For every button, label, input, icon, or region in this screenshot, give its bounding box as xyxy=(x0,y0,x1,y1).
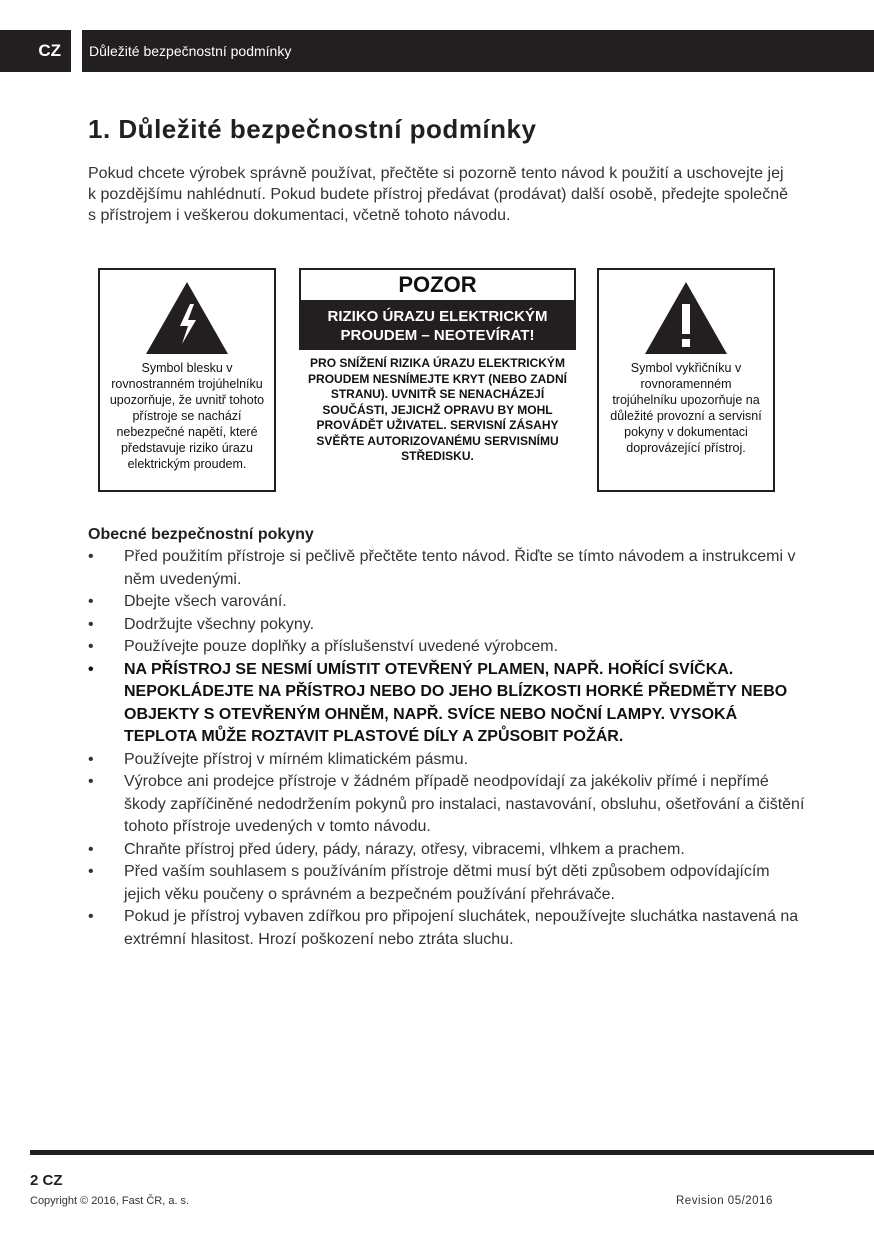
footer-divider xyxy=(30,1150,874,1155)
page-number: 2 CZ xyxy=(30,1172,63,1189)
list-item: • Dbejte všech varování. xyxy=(88,591,808,614)
section-heading: Obecné bezpečnostní pokyny xyxy=(88,526,314,543)
lightning-warning-box xyxy=(98,268,276,492)
list-item: • Chraňte přístroj před údery, pády, nárazy, otřesy, vibracemi, vlhkem a prachem. xyxy=(88,839,808,862)
list-item: • Používejte pouze doplňky a příslušenství uvedené výrobcem. xyxy=(88,636,808,659)
list-item: • Dodržujte všechny pokyny. xyxy=(88,614,808,637)
list-item: • Používejte přístroj v mírném klimatickém pásmu. xyxy=(88,749,808,772)
list-item: • Před použitím přístroje si pečlivě přečtěte tento návod. Řiďte se tímto návodem a instrukcemi v něm uvedenými. xyxy=(88,546,808,591)
copyright: Copyright © 2016, Fast ČR, a. s. xyxy=(30,1195,190,1207)
caution-risk-banner: RIZIKO ÚRAZU ELEKTRICKÝM PROUDEM – NEOTEVÍRAT! xyxy=(299,302,576,350)
caution-title: POZOR xyxy=(299,268,576,302)
revision: Revision 05/2016 xyxy=(676,1195,773,1207)
list-item: • Pokud je přístroj vybaven zdířkou pro připojení sluchátek, nepoužívejte sluchátka nastavená na extrémní hlasitost. Hrozí poškození nebo ztráta sluchu. xyxy=(88,906,808,951)
caution-text: PRO SNÍŽENÍ RIZIKA ÚRAZU ELEKTRICKÝM PROUDEM NESNÍMEJTE KRYT (NEBO ZADNÍ STRANU). UVNITŘ SE NENACHÁZEJÍ SOUČÁSTI, JEJICHŽ OPRAVU BY MOHL PROVÁDĚT UŽIVATEL. SERVISNÍ ZÁSAHY SVĚŘTE AUTORIZOVANÉMU SERVISNÍMU STŘEDISKU. xyxy=(308,356,567,463)
safety-list xyxy=(88,546,808,951)
caution-box xyxy=(299,268,576,492)
exclamation-description: Symbol vykřičníku v rovnoramenném trojúhelníku upozorňuje na důležité provozní a servisní pokyny v dokumentaci doprovázející přístroj. xyxy=(610,361,762,455)
language-tab: CZ xyxy=(0,30,71,72)
exclamation-triangle-icon xyxy=(645,282,727,354)
page-title: 1. Důležité bezpečnostní podmínky xyxy=(88,114,537,144)
lightning-triangle-icon xyxy=(146,282,228,354)
list-item: • Před vaším souhlasem s používáním přístroje dětmi musí být děti způsobem odpovídajícím jejich věku poučeny o správném a bezpečném používání přehrávače. xyxy=(88,861,808,906)
intro-paragraph: Pokud chcete výrobek správně používat, přečtěte si pozorně tento návod k použití a uschovejte jej k pozdějšímu nahlédnutí. Pokud budete přístroj předávat (prodávat) další osobě, předejte společně s přístrojem i veškerou dokumentaci, včetně tohoto návodu. xyxy=(88,165,788,224)
list-item: • Výrobce ani prodejce přístroje v žádném případě neodpovídají za jakékoliv přímé i nepřímé škody zapříčiněné nedodržením pokynů pro instalaci, nastavování, obsluhu, ošetřování a čištění tohoto přístroje uvedených v tomto návodu. xyxy=(88,771,808,839)
exclamation-warning-box xyxy=(597,268,775,492)
lightning-description: Symbol blesku v rovnostranném trojúhelníku upozorňuje, že uvnitř tohoto přístroje se nachází nebezpečné napětí, které představuje riziko úrazu elektrickým proudem. xyxy=(109,361,265,471)
list-item-fire-warning: • NA PŘÍSTROJ SE NESMÍ UMÍSTIT OTEVŘENÝ PLAMEN, NAPŘ. HOŘÍCÍ SVÍČKA. NEPOKLÁDEJTE NA PŘÍSTROJ NEBO DO JEHO BLÍZKOSTI HORKÉ PŘEDMĚTY NEBO OBJEKTY S OTEVŘENÝM OHNĚM, NAPŘ. SVÍCE NEBO NOČNÍ LAMPY. VYSOKÁ TEPLOTA MŮŽE ROZTAVIT PLASTOVÉ DÍLY A ZPŮSOBIT POŽÁR. xyxy=(88,659,808,749)
running-header: Důležité bezpečnostní podmínky xyxy=(82,30,874,72)
